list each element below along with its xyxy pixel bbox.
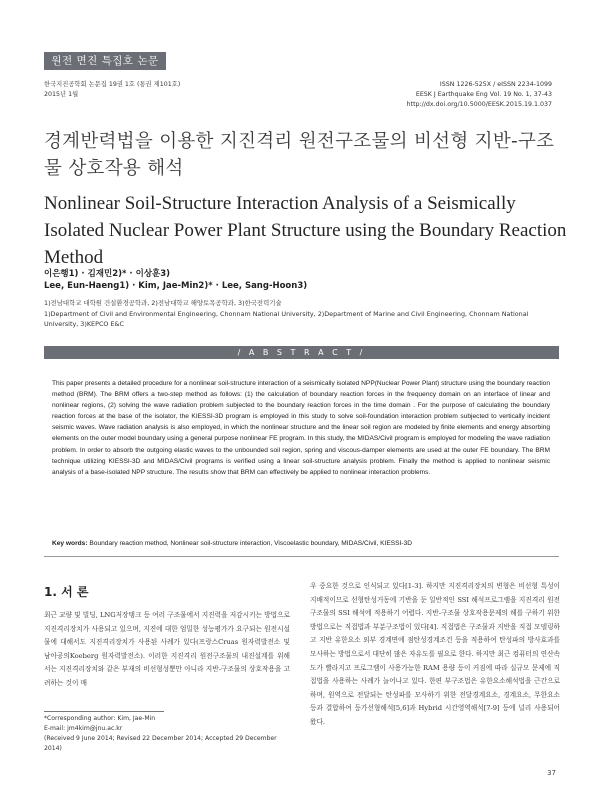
- authors-korean: 이은행1) · 김재민2)* · 이상훈3): [44, 269, 171, 279]
- doi-link[interactable]: http://dx.doi.org/10.5000/EESK.2015.19.1.037: [406, 101, 552, 108]
- journal-volume-line: EESK J Earthquake Eng Vol. 19 No. 1, 37-43: [415, 91, 552, 98]
- abstract-banner: / A B S T R A C T /: [44, 346, 559, 359]
- authors-english: Lee, Eun-Haeng1) · Kim, Jae-Min2)* · Lee, Sang-Hoon3): [44, 281, 308, 291]
- email[interactable]: E-mail: jm4kim@jnu.ac.kr: [44, 725, 123, 732]
- keywords-label: Key words:: [52, 540, 88, 547]
- affiliations: [44, 298, 559, 330]
- body-column-left: 최근 교량 및 빌딩, LNG저장탱크 등 여러 구조물에서 지진력을 저감시키는 방법으로 지진격리장치가 사용되고 있으며, 지진에 대한 엄밀한 성능평가가 요구되는 원전시설물에 대해서도 지진격리장치가 사용된 사례가 있다(프랑스Cruas 원자력발전소 및 남아공의Koeberg 원자력발전소). 이러한 지진격리 원전구조물의 내진설계를 위해서는 지진격리장치와 같은 부재의 비선형성뿐만 아니라 지반-구조물의 상호작용을 고려하는 것이 매: [44, 611, 290, 687]
- page-number: 37: [547, 769, 556, 777]
- keywords-list: Boundary reaction method, Nonlinear soil-structure interaction, Viscoelastic boundary, MIDAS/Civil, KIESSI-3D: [89, 540, 413, 547]
- footnote: [44, 714, 290, 754]
- journal-info-line: 한국지진공학회 논문집 19권 1호 (통권 제101호): [44, 81, 181, 88]
- journal-info: [44, 80, 180, 100]
- divider: [44, 556, 559, 557]
- section-heading: 1. 서 론: [44, 585, 89, 599]
- issn-info: [407, 80, 552, 110]
- corresponding-author: *Corresponding author: Kim, Jae-Min: [44, 715, 156, 722]
- paper-title-english: Nonlinear Soil-Structure Interaction Analysis of a Seismically Isolated Nuclear Power Plant Structure using the Boundary Reaction Method: [44, 193, 567, 268]
- section-tag: 원전 면진 특집호 논문: [44, 52, 166, 70]
- affiliation-english: 1)Department of Civil and Environmental Engineering, Chonnam National University, 2)Department of Marine and Civil Engineering, Chonnam National University, 3)KEPCO E&C: [44, 309, 529, 328]
- affiliation-korean: 1)전남대학교 대학원 건설환경공학과, 2)전남대학교 해양토목공학과, 3)한국전력기술: [44, 299, 282, 307]
- issn-line: ISSN 1226-525X / eISSN 2234-1099: [439, 81, 552, 88]
- journal-info-line: 2015년 1월: [44, 91, 79, 98]
- abstract-text: This paper presents a detailed procedure for a nonlinear soil-structure interaction of a seismically isolated NPP(Nuclear Power Plant) structure using the boundary reaction method (BRM). The BRM offers a two-step method as follows: (1) the calculation of boundary reaction forces in the frequency domain on an interface of linear and nonlinear regions, (2) solving the wave radiation problem subjected to the boundary reaction forces in the time domain . For the purpose of calculating the boundary reaction forces at the base of the isolator, the KIESSI-3D program is employed in this study to solve soil-foundation interaction problem subjected to vertically incident seismic waves. Wave radiation analysis is also employed, in which the nonlinear structure and the linear soil region are modeled by finite elements and energy absorbing elements on the outer model boundary using a general purpose nonlinear FE program. In this study, the MIDAS/Civil program is employed for modeling the wave radiation problem. In order to absorb the outgoing elastic waves to the unbounded soil region, spring and viscous-damper elements are used at the outer FE boundary. The BRM technique utilizing KIESSI-3D and MIDAS/Civil programs is verified using a linear soil-structure analysis problem. Finally the method is applied to nonlinear seismic analysis of a base-isolated NPP structure. The results show that BRM can effectively be applied to nonlinear interaction problems.: [52, 380, 550, 476]
- body-column-right: 우 중요한 것으로 인식되고 있다[1-3]. 하지만 지진격리장치의 변형은 비선형 특성이 지배적이므로 선형탄성거동에 기반을 둔 일반적인 SSI 해석프로그램을 지진격리 원전구조물의 SSI 해석에 적용하기 어렵다. 지반-구조물 상호작용문제의 해를 구하기 위한 방법으로는 직접법과 부분구조법이 있다[4]. 직접법은 구조물과 지반을 직접 모델링하고 지반 유한요소 외부 경계면에 점탄성경계조건 등을 적용하여 탄성파의 방사효과를 모사하는 방법으로서 대단히 많은 자유도를 필요로 한다. 하지만 최근 컴퓨터의 연산속도가 빨라지고 프로그램이 사용가능한 RAM 용량 등이 커짐에 따라 실규모 문제에 직접법을 사용하는 사례가 늘어나고 있다. 한편 부구조법은 유한요소해석법을 근간으로 하며, 원역으로 전달되는 탄성파를 모사하기 위한 전달경계요소, 경계요소, 무한요소 등과 결합하여 등가선형해석[5,6]과 Hybrid 시간영역해석[7-9] 등에 널리 사용되어 왔다.: [310, 582, 560, 726]
- received-dates: (Received 9 June 2014; Revised 22 December 2014; Accepted 29 December 2014): [44, 735, 277, 752]
- keywords: [52, 540, 550, 547]
- paper-title-korean: 경계반력법을 이용한 지진격리 원전구조물의 비선형 지반-구조물 상호작용 해석: [44, 131, 555, 179]
- footnote-divider: [44, 711, 164, 712]
